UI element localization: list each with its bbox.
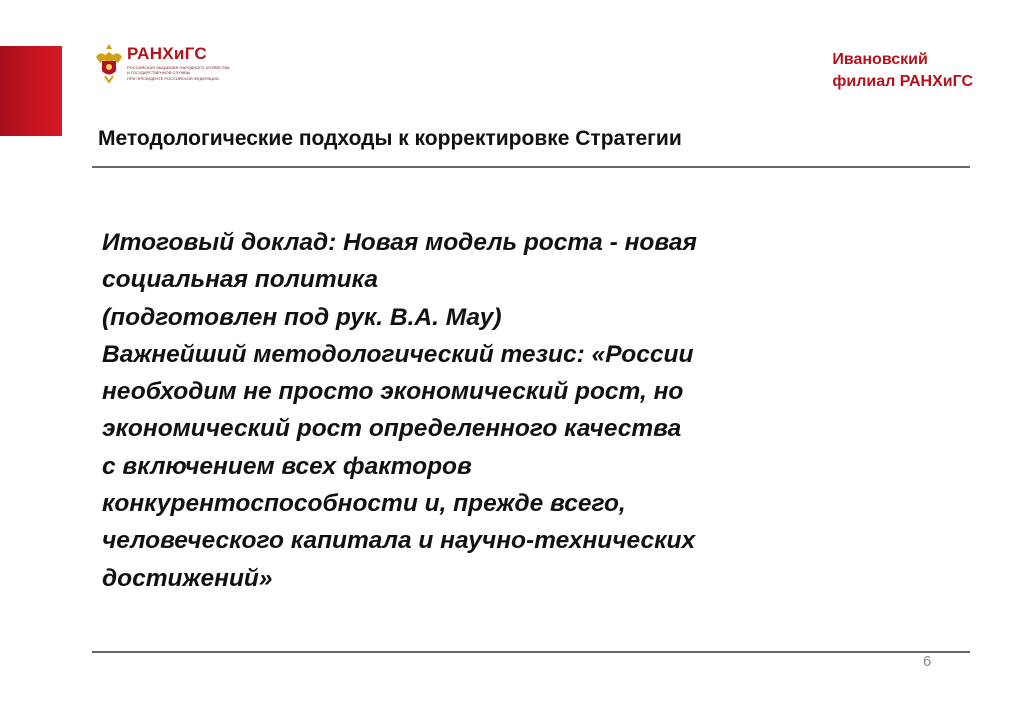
emblem-icon	[94, 43, 124, 83]
branch-line: филиал РАНХиГС	[832, 73, 973, 90]
logo-title: РАНХиГС	[127, 44, 207, 63]
slide-body	[102, 224, 922, 597]
body-line: экономический рост определенного качества	[102, 415, 682, 443]
logo-subtitle-line: И ГОСУДАРСТВЕННОЙ СЛУЖБЫ	[127, 70, 191, 76]
logo-subtitle-line: РОССИЙСКАЯ АКАДЕМИЯ НАРОДНОГО ХОЗЯЙСТВА	[127, 65, 230, 70]
body-line: конкурентоспособности и, прежде всего,	[102, 490, 626, 518]
logo-subtitle	[127, 65, 230, 81]
body-line: Итоговый доклад: Новая модель роста - новая	[102, 229, 697, 256]
logo-subtitle-line: ПРИ ПРЕЗИДЕНТЕ РОССИЙСКОЙ ФЕДЕРАЦИИ	[127, 75, 219, 81]
branch-line: Ивановский	[832, 51, 928, 68]
top-divider	[92, 166, 970, 168]
ranepa-logo	[94, 43, 230, 85]
body-line: (подготовлен под рук. В.А. Мау)	[102, 303, 502, 331]
slide-title: Методологические подходы к корректировке Стратегии	[98, 127, 682, 150]
body-line: необходим не просто экономический рост, но	[102, 378, 684, 406]
body-line: с включением всех факторов	[102, 452, 472, 480]
body-line: человеческого капитала и научно-технических	[102, 527, 696, 555]
page-number: 6	[923, 653, 932, 670]
body-line: социальная политика	[102, 266, 378, 294]
accent-bar	[0, 46, 62, 136]
body-line: достижений»	[102, 564, 273, 592]
body-line: Важнейший методологический тезис: «России	[102, 340, 694, 368]
branch-name	[832, 49, 973, 93]
bottom-divider	[92, 651, 970, 653]
